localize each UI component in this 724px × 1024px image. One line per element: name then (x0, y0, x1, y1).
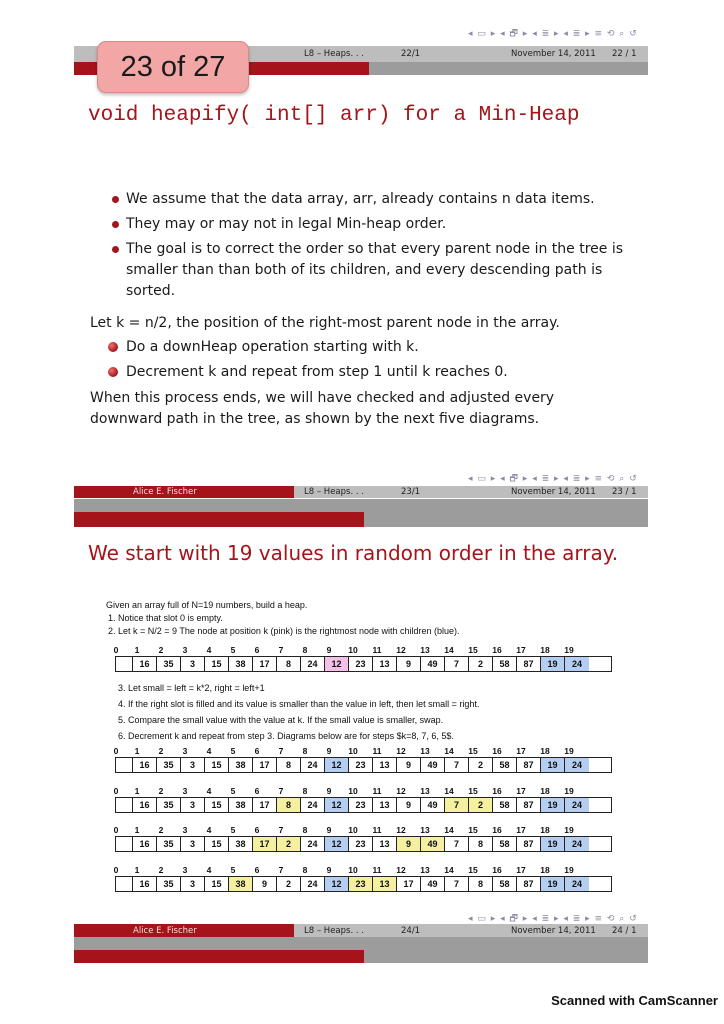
array-cell (116, 798, 133, 812)
array-cell: 24 (301, 877, 325, 891)
array-cell: 16 (133, 758, 157, 772)
array-cell: 17 (253, 798, 277, 812)
array-index-label: 10 (348, 645, 358, 655)
array-index-label: 9 (326, 865, 332, 875)
array-index-label: 3 (182, 786, 188, 796)
array-cell: 24 (301, 758, 325, 772)
array-cell: 12 (325, 798, 349, 812)
array-index-label: 4 (206, 746, 212, 756)
array-cell: 15 (205, 837, 229, 851)
bottom-header-title: L8 – Heaps. . . (304, 926, 364, 936)
array-cell: 24 (565, 877, 589, 891)
array-index-label: 15 (468, 645, 478, 655)
array-cell: 17 (253, 657, 277, 671)
slide2-intro: Given an array full of N=19 numbers, build a heap. (106, 600, 308, 610)
array-index-label: 11 (372, 865, 382, 875)
array-cell (116, 877, 133, 891)
array-cell: 24 (565, 657, 589, 671)
array-index-label: 19 (564, 786, 574, 796)
slide1-bullet-2: They may or may not in legal Min-heap order. (126, 216, 447, 232)
array-cell: 23 (349, 657, 373, 671)
slide1-step-2: Decrement k and repeat from step 1 until k reaches 0. (126, 364, 508, 380)
array-index-label: 18 (540, 865, 550, 875)
array-index-label: 15 (468, 786, 478, 796)
array-cell: 87 (517, 657, 541, 671)
array-index-label: 19 (564, 746, 574, 756)
header-frame: 22/1 (401, 49, 421, 59)
array-cell: 9 (397, 758, 421, 772)
mid-bar-red-2 (74, 512, 364, 527)
array-cell: 49 (421, 758, 445, 772)
header-date: November 14, 2011 (511, 49, 596, 59)
array-cell: 12 (325, 758, 349, 772)
array-index-label: 8 (302, 645, 308, 655)
array-cell: 24 (301, 657, 325, 671)
array-cell: 35 (157, 758, 181, 772)
array-cell: 24 (565, 798, 589, 812)
array-cell: 87 (517, 758, 541, 772)
array-cell: 3 (181, 877, 205, 891)
array-cell: 13 (373, 657, 397, 671)
array-index-label: 2 (158, 825, 164, 835)
camscanner-watermark: Scanned with CamScanner (551, 993, 718, 1008)
array-cell: 12 (325, 657, 349, 671)
array-index-label: 17 (516, 746, 526, 756)
array-index-label: 11 (372, 746, 382, 756)
array-cell: 16 (133, 877, 157, 891)
array-index-row (114, 865, 614, 875)
array-cell: 35 (157, 877, 181, 891)
array-index-label: 5 (230, 865, 236, 875)
slide1-bullet-3: The goal is to correct the order so that every parent node in the tree is smaller than than both of its children, and every descending path is sorted. (126, 241, 624, 299)
array-cell: 7 (445, 758, 469, 772)
mid-bar-gray-3 (364, 512, 648, 527)
array-index-label: 8 (302, 746, 308, 756)
array-index-label: 13 (420, 825, 430, 835)
array-cell: 87 (517, 877, 541, 891)
mid-header-page: 23 / 1 (612, 487, 637, 497)
slide1-conclusion: When this process ends, we will have checked and adjusted every downward path in the tree, as shown by the next five diagrams. (90, 390, 555, 427)
array-index-label: 13 (420, 645, 430, 655)
array-cell: 38 (229, 798, 253, 812)
array-index-label: 3 (182, 865, 188, 875)
array-index-label: 15 (468, 746, 478, 756)
array-index-label: 15 (468, 825, 478, 835)
array-cell: 16 (133, 837, 157, 851)
step-ball-icon (108, 342, 118, 352)
array-index-label: 3 (182, 825, 188, 835)
array-cell: 3 (181, 657, 205, 671)
slide2-note-5: 5. Compare the small value with the value at k. If the small value is smaller, swap. (118, 715, 444, 725)
array-index-label: 7 (278, 825, 284, 835)
array-cell: 35 (157, 657, 181, 671)
array-cell: 23 (349, 837, 373, 851)
array-index-label: 11 (372, 825, 382, 835)
array-index-label: 10 (348, 825, 358, 835)
heap-array (115, 876, 612, 892)
array-index-row (114, 825, 614, 835)
array-cell (116, 758, 133, 772)
array-index-label: 17 (516, 786, 526, 796)
array-cell: 8 (277, 657, 301, 671)
array-index-label: 10 (348, 865, 358, 875)
array-index-label: 10 (348, 746, 358, 756)
array-cell: 13 (373, 798, 397, 812)
array-cell: 7 (445, 798, 469, 812)
array-cell: 16 (133, 798, 157, 812)
array-cell: 13 (373, 758, 397, 772)
array-index-label: 9 (326, 746, 332, 756)
array-cell: 7 (445, 657, 469, 671)
array-cell: 17 (253, 758, 277, 772)
array-index-label: 3 (182, 746, 188, 756)
slide2-note-2: 2. Let k = N/2 = 9 The node at position k (pink) is the rightmost node with children (blue). (108, 626, 460, 636)
array-cell: 49 (421, 798, 445, 812)
heap-array (115, 797, 612, 813)
array-index-label: 18 (540, 786, 550, 796)
array-index-label: 4 (206, 645, 212, 655)
array-index-label: 10 (348, 786, 358, 796)
array-index-label: 8 (302, 786, 308, 796)
array-index-label: 5 (230, 645, 236, 655)
array-index-label: 17 (516, 645, 526, 655)
array-cell: 12 (325, 837, 349, 851)
array-index-label: 6 (254, 786, 260, 796)
array-index-label: 15 (468, 865, 478, 875)
array-index-label: 9 (326, 825, 332, 835)
array-index-label: 19 (564, 645, 574, 655)
array-index-label: 0 (113, 825, 119, 835)
slide1-title: void heapify( int[] arr) for a Min-Heap (88, 104, 580, 127)
array-cell: 23 (349, 877, 373, 891)
bullet-dot (112, 196, 119, 203)
header-bar-gray-lower (369, 62, 648, 75)
array-cell (116, 837, 133, 851)
array-cell: 58 (493, 758, 517, 772)
array-index-label: 11 (372, 645, 382, 655)
array-cell: 16 (133, 657, 157, 671)
array-cell: 3 (181, 758, 205, 772)
slide1-let-line: Let k = n/2, the position of the right-most parent node in the array. (90, 315, 560, 331)
bottom-header-date: November 14, 2011 (511, 926, 596, 936)
array-index-label: 9 (326, 645, 332, 655)
step-ball-icon (108, 367, 118, 377)
array-cell: 24 (301, 798, 325, 812)
array-index-label: 4 (206, 825, 212, 835)
array-index-label: 7 (278, 645, 284, 655)
array-cell: 3 (181, 798, 205, 812)
array-index-label: 18 (540, 746, 550, 756)
array-cell: 7 (445, 837, 469, 851)
array-cell: 35 (157, 798, 181, 812)
array-cell: 3 (181, 837, 205, 851)
array-index-label: 1 (134, 645, 140, 655)
bottom-bar-gray-2 (74, 937, 648, 950)
array-index-label: 8 (302, 825, 308, 835)
array-index-label: 0 (113, 865, 119, 875)
array-index-label: 18 (540, 825, 550, 835)
array-cell: 9 (397, 798, 421, 812)
array-cell: 38 (229, 877, 253, 891)
array-index-label: 17 (516, 825, 526, 835)
bottom-bar-red-2 (74, 950, 364, 963)
array-index-label: 3 (182, 645, 188, 655)
array-cell: 19 (541, 657, 565, 671)
array-cell: 23 (349, 798, 373, 812)
array-index-label: 2 (158, 645, 164, 655)
array-index-label: 2 (158, 786, 164, 796)
array-cell: 8 (469, 877, 493, 891)
bottom-nav-symbols[interactable]: ◂ ▭ ▸ ◂ 🗗 ▸ ◂ ≣ ▸ ◂ ≣ ▸ ≡ ⟲ ⌕ ↺ (468, 914, 638, 924)
array-cell: 15 (205, 877, 229, 891)
array-cell: 38 (229, 758, 253, 772)
array-cell: 13 (373, 877, 397, 891)
array-cell: 2 (277, 877, 301, 891)
bullet-dot (112, 221, 119, 228)
page-counter-badge: 23 of 27 (97, 41, 249, 93)
array-index-label: 6 (254, 825, 260, 835)
array-index-label: 14 (444, 786, 454, 796)
array-cell: 7 (445, 877, 469, 891)
array-index-row (114, 786, 614, 796)
array-index-label: 14 (444, 746, 454, 756)
array-index-label: 19 (564, 865, 574, 875)
array-index-label: 12 (396, 825, 406, 835)
array-cell: 2 (469, 758, 493, 772)
mid-header-date: November 14, 2011 (511, 487, 596, 497)
array-cell: 17 (397, 877, 421, 891)
array-index-label: 6 (254, 746, 260, 756)
array-cell: 24 (301, 837, 325, 851)
array-index-label: 2 (158, 865, 164, 875)
array-cell: 15 (205, 758, 229, 772)
array-index-label: 5 (230, 746, 236, 756)
array-index-label: 5 (230, 825, 236, 835)
array-cell: 17 (253, 837, 277, 851)
array-index-label: 1 (134, 746, 140, 756)
slide2-title: We start with 19 values in random order in the array. (88, 541, 619, 565)
array-cell: 8 (277, 798, 301, 812)
array-index-label: 12 (396, 645, 406, 655)
array-cell: 49 (421, 877, 445, 891)
array-cell: 9 (253, 877, 277, 891)
array-index-label: 8 (302, 865, 308, 875)
array-index-label: 2 (158, 746, 164, 756)
array-index-label: 0 (113, 786, 119, 796)
mid-nav-symbols[interactable]: ◂ ▭ ▸ ◂ 🗗 ▸ ◂ ≣ ▸ ◂ ≣ ▸ ≡ ⟲ ⌕ ↺ (468, 474, 638, 484)
array-cell: 2 (469, 798, 493, 812)
array-cell: 8 (469, 837, 493, 851)
array-index-label: 14 (444, 865, 454, 875)
array-cell: 58 (493, 877, 517, 891)
array-cell: 58 (493, 657, 517, 671)
array-index-label: 14 (444, 645, 454, 655)
array-index-label: 16 (492, 645, 502, 655)
array-cell: 19 (541, 758, 565, 772)
array-index-label: 5 (230, 786, 236, 796)
array-cell: 19 (541, 837, 565, 851)
array-index-label: 13 (420, 865, 430, 875)
bottom-header-author: Alice E. Fischer (133, 926, 197, 936)
array-cell: 38 (229, 837, 253, 851)
array-cell: 15 (205, 798, 229, 812)
bottom-bar-gray-3 (364, 950, 648, 963)
array-cell: 38 (229, 657, 253, 671)
array-cell: 2 (469, 657, 493, 671)
slide2-note-6: 6. Decrement k and repeat from step 3. Diagrams below are for steps $k=8, 7, 6, 5$. (118, 731, 454, 741)
slide2-note-1: 1. Notice that slot 0 is empty. (108, 613, 223, 623)
array-index-label: 19 (564, 825, 574, 835)
array-cell: 9 (397, 837, 421, 851)
array-index-row (114, 645, 614, 655)
array-index-label: 6 (254, 645, 260, 655)
array-index-label: 1 (134, 865, 140, 875)
header-page: 22 / 1 (612, 49, 637, 59)
array-index-label: 18 (540, 645, 550, 655)
array-index-label: 16 (492, 746, 502, 756)
array-index-label: 7 (278, 746, 284, 756)
array-cell: 58 (493, 798, 517, 812)
array-cell: 19 (541, 877, 565, 891)
array-index-label: 11 (372, 786, 382, 796)
heap-array (115, 757, 612, 773)
array-index-label: 13 (420, 746, 430, 756)
top-nav-symbols[interactable]: ◂ ▭ ▸ ◂ 🗗 ▸ ◂ ≣ ▸ ◂ ≣ ▸ ≡ ⟲ ⌕ ↺ (468, 29, 638, 39)
slide2-note-4: 4. If the right slot is filled and its value is smaller than the value in left, then let small = right. (118, 699, 480, 709)
heap-array (115, 656, 612, 672)
array-index-label: 16 (492, 865, 502, 875)
array-cell: 12 (325, 877, 349, 891)
array-cell: 87 (517, 798, 541, 812)
array-index-label: 4 (206, 786, 212, 796)
bottom-header-frame: 24/1 (401, 926, 421, 936)
mid-header-title: L8 – Heaps. . . (304, 487, 364, 497)
array-index-label: 7 (278, 865, 284, 875)
array-index-label: 6 (254, 865, 260, 875)
array-index-label: 12 (396, 865, 406, 875)
bullet-dot (112, 246, 119, 253)
heap-array (115, 836, 612, 852)
mid-bar-gray-2 (74, 499, 648, 512)
array-cell: 49 (421, 657, 445, 671)
array-index-label: 16 (492, 786, 502, 796)
array-index-label: 17 (516, 865, 526, 875)
array-index-label: 13 (420, 786, 430, 796)
array-cell: 9 (397, 657, 421, 671)
array-index-label: 12 (396, 786, 406, 796)
array-index-label: 1 (134, 825, 140, 835)
mid-header-author: Alice E. Fischer (133, 487, 197, 497)
header-title: L8 – Heaps. . . (304, 49, 364, 59)
slide1-step-1: Do a downHeap operation starting with k. (126, 339, 419, 355)
mid-header-frame: 23/1 (401, 487, 421, 497)
array-index-row (114, 746, 614, 756)
array-cell: 87 (517, 837, 541, 851)
array-index-label: 0 (113, 645, 119, 655)
array-index-label: 0 (113, 746, 119, 756)
slide2-note-3: 3. Let small = left = k*2, right = left+1 (118, 683, 265, 693)
array-cell: 49 (421, 837, 445, 851)
array-index-label: 7 (278, 786, 284, 796)
array-index-label: 4 (206, 865, 212, 875)
array-cell: 13 (373, 837, 397, 851)
array-cell: 58 (493, 837, 517, 851)
array-index-label: 9 (326, 786, 332, 796)
array-cell (116, 657, 133, 671)
array-index-label: 16 (492, 825, 502, 835)
array-cell: 8 (277, 758, 301, 772)
array-cell: 24 (565, 837, 589, 851)
array-cell: 24 (565, 758, 589, 772)
array-cell: 23 (349, 758, 373, 772)
array-cell: 15 (205, 657, 229, 671)
array-index-label: 12 (396, 746, 406, 756)
array-cell: 35 (157, 837, 181, 851)
array-cell: 19 (541, 798, 565, 812)
slide1-bullet-1: We assume that the data array, arr, already contains n data items. (126, 191, 595, 207)
array-index-label: 1 (134, 786, 140, 796)
array-index-label: 14 (444, 825, 454, 835)
bottom-header-page: 24 / 1 (612, 926, 637, 936)
array-cell: 2 (277, 837, 301, 851)
